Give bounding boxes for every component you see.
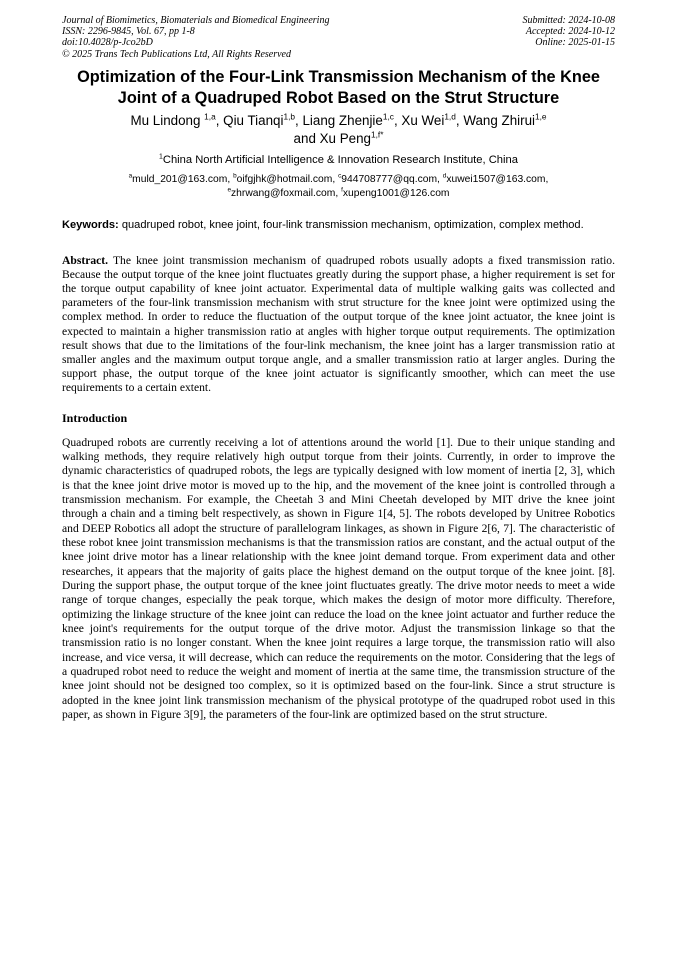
journal-info — [62, 15, 329, 60]
affiliation-text: China North Artificial Intelligence & Innovation Research Institute, China — [162, 154, 518, 166]
copyright: © 2025 Trans Tech Publications Ltd, All Rights Reserved — [62, 48, 291, 60]
author-name: Qiu Tianqi — [223, 113, 284, 128]
abstract-text: The knee joint transmission mechanism of quadruped robots usually adopts a fixed transmission ratio. Because the output torque of the knee joint fluctuates greatly during the support phase, a higher requirement is set for the torque output capability of knee joint actuator. Experimental data of multiple walking gaits was collected and parameters of the four-link transmission mechanism with strut structure for the knee joint were optimized using the complex method. In order to reduce the fluctuation of the output torque of the knee joint actuator, the knee joint is expected to maintain a higher transmission ratio at angles with higher torque output requirements. The optimization result shows that due to the limitations of the four-link mechanism, the knee joint has a larger transmission ratio at smaller angles and the maximum output torque angle, and a smaller transmission ratio at larger angles. During the support phase, the output torque of the knee joint actuator is significantly smoother, which can meet the use requirements to a certain extent. — [62, 253, 615, 395]
author-name: Xu Wei — [401, 113, 445, 128]
affiliation-mark: 1 — [159, 153, 163, 161]
accepted-date: Accepted: 2024-10-12 — [525, 26, 615, 38]
author-affiliation-mark: 1,c — [382, 111, 394, 122]
author-name: Wang Zhirui — [463, 113, 535, 128]
journal-name: Journal of Biomimetics, Biomaterials and Biomedical Engineering — [62, 15, 330, 26]
doi: doi:10.4028/p-Jco2bD — [62, 37, 153, 49]
author-name: Liang Zhenjie — [302, 113, 383, 128]
author-affiliation-mark: 1,b — [283, 111, 295, 122]
email-address[interactable]: oifgjhk@hotmail.com — [236, 174, 333, 185]
abstract-label: Abstract. — [62, 253, 109, 267]
email-address[interactable]: zhrwang@foxmail.com — [231, 188, 336, 199]
section-heading-introduction: Introduction — [62, 410, 128, 425]
introduction-paragraph: Quadruped robots are currently receiving a lot of attentions around the world [1]. Due to their unique standing and walking methods, they require relatively high output torque from their joints. Currently, in order to improve the dynamic characteristics of quadruped robots, the legs are typically designed with low moment of inertia [2, 3], which is that the knee joint drive motor is moved up to the hip, and the movement of the knee joint is controlled through a transmission mechanism. For example, the Cheetah 3 and Mini Cheetah developed by MIT drive the knee joint through a chain and a timing belt respectively, as shown in Figure 1[4, 5]. The robots developed by Unitree Robotics and DEEP Robotics all adopt the structure of parallelogram linkages, as shown in Figure 2[6, 7]. The characteristic of these robot knee joint transmission mechanisms is that the transmission ratios are constant, and the actual output of the knee joint drive motor has a linear relationship with the knee joint demand torque. From experiment data and other researches, it appears that the majority of gaits place the highest demand on the output torque of the knee joint. [8]. During the support phase, the output torque of the knee joint fluctuates greatly. The drive motor needs to meet a wide range of torque changes, especially the peak torque, which makes the design of motor more difficulty. Therefore, optimizing the linkage structure of the knee joint can reduce the load on the knee joint actuator and further reduce the knee joint's requirements for the output torque of the drive motor. Adjust the transmission linkage so that the transmission ratio is no longer constant. When the knee joint requires a large torque, the transmission ratio will also increase, and vice versa, it will decrease, which can reduce the requirements on the motor. Considering that the legs of a quadruped robot need to reduce the weight and moment of inertia at the same time, the transmission structure of the knee joint should not be designed too complex, so it is optimized based on the four-link. Since a strut structure is adopted in the knee joint link transmission mechanism of the physical prototype of the quadruped robot used in this paper, as shown in Figure 3[9], the parameters of the four-link are optimized based on the strut structure. — [62, 435, 615, 722]
email-mark: a — [128, 172, 133, 180]
email-mark: e — [227, 186, 232, 194]
email-mark: b — [233, 172, 237, 180]
email-mark: d — [442, 172, 447, 180]
paper-title: Optimization of the Four-Link Transmission Mechanism of the Knee Joint of a Quadruped Robot Based on the Strut Structure — [77, 68, 600, 107]
journal-header — [62, 15, 615, 63]
author-affiliation-mark: 1,e — [535, 111, 547, 122]
online-date: Online: 2025-01-15 — [535, 37, 615, 49]
keywords-text: quadruped robot, knee joint, four-link transmission mechanism, optimization, complex method. — [121, 219, 584, 231]
publication-dates — [523, 15, 616, 49]
email-address[interactable]: xupeng1001@126.com — [342, 188, 450, 199]
author-list: Mu Lindong $^{1,a}$, Qiu Tianqi$^{1,b}$, Liang Zhenjie$^{1,c}$, Xu Wei$^{1,d}$, Wang Zhirui$^{1,e}$ and Xu Peng$^{1,f*}$ — [130, 111, 547, 146]
email-address[interactable]: muld_201@163.com — [132, 174, 228, 185]
affiliation — [62, 153, 615, 167]
author-affiliation-mark: 1,d — [444, 111, 456, 122]
email-address[interactable]: xuwei1507@163.com — [446, 174, 546, 185]
submitted-date: Submitted: 2024-10-08 — [522, 15, 615, 26]
author-emails: $^a$muld_201@163.com, $^b$oifgjhk@hotmail.com, $^c$944708777@qq.com, $^d$xuwei1507@163.com, $^e$zhrwang@foxmail.com, $^f$xupeng1001@126.com — [128, 172, 549, 199]
author-affiliation-mark: 1,f* — [370, 129, 384, 140]
keywords-label: Keywords: — [62, 219, 119, 231]
email-address[interactable]: 944708777@qq.com — [341, 174, 438, 185]
keywords — [62, 218, 615, 233]
abstract — [62, 254, 615, 396]
author-affiliation-mark: 1,a — [204, 111, 216, 122]
author-name: Xu Peng — [319, 131, 371, 146]
email-mark: f — [341, 186, 343, 194]
author-name: Mu Lindong — [130, 113, 205, 128]
paper-page — [62, 15, 615, 723]
email-mark: c — [338, 172, 342, 180]
issn-volume: ISSN: 2296-9845, Vol. 67, pp 1-8 — [62, 26, 195, 38]
